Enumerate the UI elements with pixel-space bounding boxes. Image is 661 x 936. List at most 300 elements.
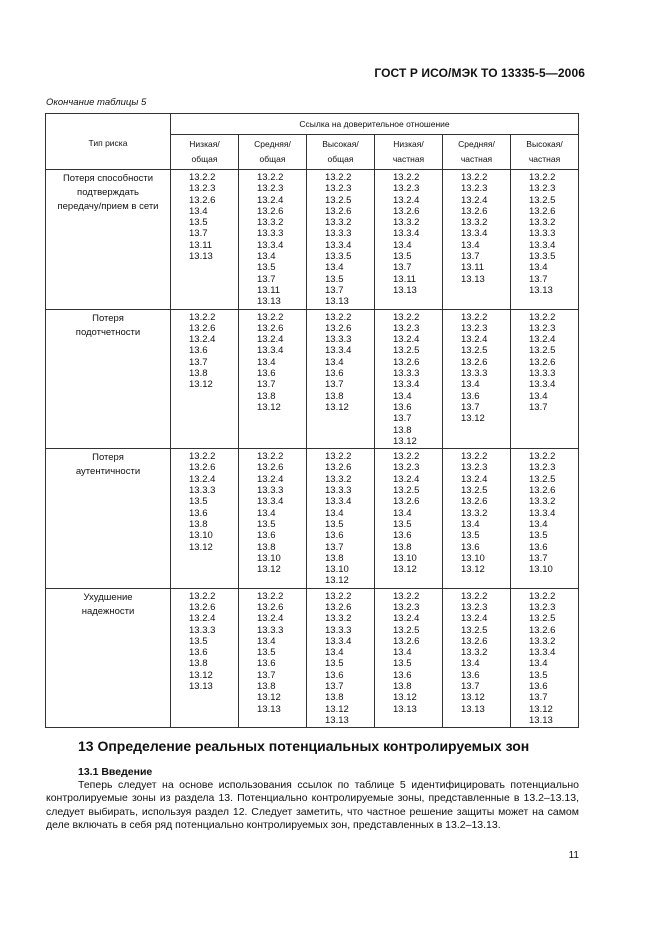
reference-item: 13.2.6 bbox=[529, 205, 556, 217]
reference-item: 13.2.2 bbox=[529, 590, 556, 602]
reference-item: 13.4 bbox=[393, 390, 412, 402]
reference-item: 13.3.2 bbox=[461, 647, 488, 659]
risk-type-line: подтверждать bbox=[77, 187, 139, 198]
risk-type-cell bbox=[46, 170, 171, 310]
reference-cell bbox=[307, 449, 375, 589]
reference-item: 13.7 bbox=[325, 379, 344, 391]
reference-item: 13.2.4 bbox=[257, 334, 284, 346]
reference-item: 13.2.6 bbox=[325, 322, 352, 334]
reference-item: 13.4 bbox=[529, 390, 548, 402]
subheader-line: Средняя/ bbox=[458, 139, 495, 149]
reference-item: 13.2.5 bbox=[529, 194, 556, 206]
reference-item: 13.7 bbox=[529, 552, 548, 564]
reference-item: 13.3.4 bbox=[529, 507, 556, 519]
reference-item: 13.7 bbox=[529, 692, 548, 704]
reference-item: 13.3.4 bbox=[257, 239, 284, 251]
reference-cell bbox=[375, 449, 443, 589]
reference-item: 13.2.3 bbox=[461, 462, 488, 474]
reference-item: 13.2.5 bbox=[529, 473, 556, 485]
reference-item: 13.8 bbox=[393, 541, 412, 553]
reference-item: 13.6 bbox=[461, 390, 480, 402]
reference-item: 13.3.3 bbox=[257, 228, 284, 240]
reference-item: 13.8 bbox=[393, 424, 412, 436]
reference-item: 13.2.6 bbox=[257, 462, 284, 474]
reference-item: 13.2.2 bbox=[257, 172, 284, 183]
reference-cell bbox=[239, 588, 307, 728]
reference-item: 13.6 bbox=[325, 368, 344, 380]
reference-item: 13.8 bbox=[325, 390, 344, 402]
reference-item: 13.3.4 bbox=[325, 239, 352, 251]
subsection-title: 13.1 Введение bbox=[78, 766, 153, 778]
reference-item: 13.3.3 bbox=[325, 334, 352, 346]
reference-item: 13.3.3 bbox=[529, 228, 556, 240]
reference-item: 13.2.6 bbox=[461, 496, 488, 508]
reference-item: 13.2.4 bbox=[189, 613, 216, 625]
reference-item: 13.2.4 bbox=[393, 334, 420, 346]
risk-type-line: Потеря способности bbox=[62, 173, 154, 184]
reference-item: 13.2.2 bbox=[529, 172, 556, 183]
reference-item: 13.2.2 bbox=[393, 172, 420, 183]
reference-item: 13.3.2 bbox=[461, 217, 488, 229]
reference-item: 13.3.3 bbox=[529, 368, 556, 380]
reference-item: 13.2.3 bbox=[257, 183, 284, 195]
reference-cell bbox=[239, 170, 307, 310]
reference-table bbox=[45, 113, 579, 728]
reference-item: 13.12 bbox=[257, 564, 281, 576]
reference-item: 13.2.4 bbox=[461, 334, 488, 346]
reference-item: 13.6 bbox=[325, 530, 344, 542]
reference-item: 13.6 bbox=[529, 681, 548, 693]
column-subheader bbox=[239, 135, 307, 170]
reference-item: 13.13 bbox=[189, 681, 213, 693]
reference-item: 13.4 bbox=[325, 507, 344, 519]
reference-item: 13.2.2 bbox=[189, 451, 216, 463]
reference-item: 13.12 bbox=[461, 413, 485, 425]
reference-item: 13.10 bbox=[189, 530, 213, 542]
reference-item: 13.2.4 bbox=[393, 473, 420, 485]
reference-item: 13.12 bbox=[393, 692, 417, 704]
reference-item: 13.2.6 bbox=[529, 485, 556, 497]
reference-item: 13.6 bbox=[393, 669, 412, 681]
reference-item: 13.2.3 bbox=[393, 322, 420, 334]
reference-cell bbox=[511, 309, 579, 449]
reference-item: 13.8 bbox=[189, 518, 208, 530]
reference-item: 13.4 bbox=[461, 379, 480, 391]
reference-item: 13.2.3 bbox=[529, 601, 556, 613]
reference-cell bbox=[171, 449, 239, 589]
reference-item: 13.2.2 bbox=[393, 590, 420, 602]
reference-item: 13.2.2 bbox=[461, 590, 488, 602]
reference-item: 13.13 bbox=[189, 251, 213, 263]
reference-item: 13.2.2 bbox=[393, 311, 420, 323]
reference-item: 13.3.5 bbox=[325, 251, 352, 263]
reference-cell bbox=[443, 449, 511, 589]
reference-item: 13.3.2 bbox=[257, 217, 284, 229]
reference-item: 13.3.4 bbox=[461, 228, 488, 240]
reference-item: 13.6 bbox=[393, 401, 412, 413]
risk-type-line: передачу/прием в сети bbox=[57, 201, 159, 212]
reference-item: 13.7 bbox=[325, 681, 344, 693]
reference-item: 13.8 bbox=[257, 390, 276, 402]
table-row bbox=[46, 309, 579, 449]
reference-item: 13.10 bbox=[461, 552, 485, 564]
reference-item: 13.2.6 bbox=[257, 322, 284, 334]
column-subheader bbox=[511, 135, 579, 170]
risk-type-line: подотчетности bbox=[75, 326, 141, 338]
reference-item: 13.2.3 bbox=[325, 183, 352, 195]
reference-item: 13.8 bbox=[189, 368, 208, 380]
reference-item: 13.12 bbox=[461, 564, 485, 576]
reference-cell bbox=[239, 309, 307, 449]
reference-item: 13.3.4 bbox=[257, 345, 284, 357]
reference-item: 13.3.4 bbox=[325, 496, 352, 508]
reference-item: 13.2.2 bbox=[325, 172, 352, 183]
reference-cell bbox=[307, 170, 375, 310]
reference-item: 13.2.4 bbox=[529, 334, 556, 346]
reference-item: 13.13 bbox=[393, 703, 417, 715]
reference-item: 13.6 bbox=[461, 669, 480, 681]
reference-item: 13.3.2 bbox=[393, 217, 420, 229]
reference-item: 13.2.2 bbox=[257, 451, 284, 463]
column-subheader bbox=[375, 135, 443, 170]
reference-item: 13.4 bbox=[461, 518, 480, 530]
table-body bbox=[46, 170, 579, 728]
reference-item: 13.2.3 bbox=[393, 462, 420, 474]
reference-item: 13.2.3 bbox=[529, 462, 556, 474]
reference-item: 13.3.3 bbox=[257, 624, 284, 636]
reference-item: 13.2.6 bbox=[325, 601, 352, 613]
reference-item: 13.3.3 bbox=[325, 228, 352, 240]
column-header-risk-type: Тип риска bbox=[46, 114, 171, 170]
reference-cell bbox=[307, 309, 375, 449]
reference-item: 13.2.6 bbox=[325, 205, 352, 217]
reference-item: 13.2.2 bbox=[393, 451, 420, 463]
reference-cell bbox=[375, 170, 443, 310]
reference-cell bbox=[511, 170, 579, 310]
reference-item: 13.4 bbox=[529, 658, 548, 670]
reference-item: 13.2.4 bbox=[461, 473, 488, 485]
reference-item: 13.2.3 bbox=[461, 322, 488, 334]
reference-item: 13.10 bbox=[393, 552, 417, 564]
reference-item: 13.2.6 bbox=[189, 194, 216, 206]
reference-item: 13.10 bbox=[257, 552, 281, 564]
reference-item: 13.2.2 bbox=[461, 172, 488, 183]
subheader-line: частная bbox=[392, 154, 425, 164]
reference-item: 13.6 bbox=[461, 541, 480, 553]
reference-item: 13.2.6 bbox=[189, 462, 216, 474]
reference-item: 13.11 bbox=[393, 273, 417, 285]
table-row bbox=[46, 588, 579, 728]
reference-item: 13.5 bbox=[325, 518, 344, 530]
reference-item: 13.2.5 bbox=[529, 345, 556, 357]
reference-item: 13.3.4 bbox=[529, 647, 556, 659]
subheader-line: частная bbox=[528, 154, 561, 164]
reference-item: 13.2.4 bbox=[257, 194, 284, 206]
reference-item: 13.12 bbox=[325, 703, 349, 715]
reference-item: 13.3.2 bbox=[325, 217, 352, 229]
reference-cell bbox=[511, 449, 579, 589]
reference-item: 13.4 bbox=[189, 205, 208, 217]
reference-item: 13.6 bbox=[189, 507, 208, 519]
reference-item: 13.4 bbox=[461, 239, 480, 251]
reference-item: 13.3.4 bbox=[529, 239, 556, 251]
reference-item: 13.6 bbox=[189, 647, 208, 659]
reference-item: 13.11 bbox=[461, 262, 485, 274]
reference-item: 13.7 bbox=[461, 251, 480, 263]
reference-item: 13.2.3 bbox=[393, 183, 420, 195]
reference-cell bbox=[171, 170, 239, 310]
reference-item: 13.2.4 bbox=[393, 613, 420, 625]
reference-item: 13.3.4 bbox=[257, 496, 284, 508]
reference-item: 13.8 bbox=[325, 552, 344, 564]
subheader-line: Высокая/ bbox=[322, 139, 359, 149]
reference-item: 13.2.6 bbox=[461, 356, 488, 368]
reference-item: 13.2.6 bbox=[393, 205, 420, 217]
reference-item: 13.7 bbox=[529, 401, 548, 413]
reference-item: 13.5 bbox=[325, 658, 344, 670]
reference-item: 13.12 bbox=[189, 541, 213, 553]
reference-item: 13.2.4 bbox=[461, 613, 488, 625]
reference-item: 13.3.3 bbox=[257, 485, 284, 497]
reference-item: 13.5 bbox=[393, 251, 412, 263]
reference-item: 13.4 bbox=[325, 356, 344, 368]
reference-item: 13.2.2 bbox=[189, 590, 216, 602]
reference-item: 13.2.5 bbox=[393, 345, 420, 357]
column-group-header: Ссылка на доверительное отношение bbox=[171, 114, 579, 135]
reference-cell bbox=[375, 588, 443, 728]
risk-type-cell bbox=[46, 588, 171, 728]
reference-item: 13.4 bbox=[257, 251, 276, 263]
reference-item: 13.3.2 bbox=[325, 473, 352, 485]
reference-item: 13.2.5 bbox=[393, 624, 420, 636]
reference-item: 13.5 bbox=[393, 658, 412, 670]
reference-item: 13.13 bbox=[461, 273, 485, 285]
reference-item: 13.3.3 bbox=[189, 624, 216, 636]
reference-item: 13.6 bbox=[529, 541, 548, 553]
reference-item: 13.5 bbox=[257, 518, 276, 530]
reference-item: 13.5 bbox=[393, 518, 412, 530]
reference-item: 13.2.2 bbox=[325, 590, 352, 602]
reference-item: 13.6 bbox=[257, 530, 276, 542]
reference-item: 13.2.2 bbox=[189, 311, 216, 323]
reference-item: 13.2.5 bbox=[461, 345, 488, 357]
reference-item: 13.5 bbox=[529, 669, 548, 681]
reference-item: 13.8 bbox=[325, 692, 344, 704]
reference-item: 13.4 bbox=[257, 507, 276, 519]
reference-item: 13.12 bbox=[393, 435, 417, 447]
reference-item: 13.2.6 bbox=[393, 496, 420, 508]
reference-item: 13.5 bbox=[257, 647, 276, 659]
reference-item: 13.7 bbox=[461, 681, 480, 693]
reference-item: 13.13 bbox=[325, 714, 349, 726]
column-subheader bbox=[307, 135, 375, 170]
reference-item: 13.2.4 bbox=[189, 473, 216, 485]
reference-cell bbox=[511, 588, 579, 728]
reference-item: 13.3.5 bbox=[529, 251, 556, 263]
reference-item: 13.7 bbox=[189, 228, 208, 240]
reference-item: 13.7 bbox=[461, 401, 480, 413]
reference-item: 13.4 bbox=[529, 262, 548, 274]
reference-item: 13.12 bbox=[325, 401, 349, 413]
reference-item: 13.3.4 bbox=[393, 228, 420, 240]
reference-item: 13.2.6 bbox=[393, 635, 420, 647]
subheader-line: общая bbox=[191, 154, 218, 164]
reference-item: 13.2.3 bbox=[393, 601, 420, 613]
subheader-line: общая bbox=[259, 154, 286, 164]
reference-item: 13.2.6 bbox=[461, 205, 488, 217]
reference-item: 13.13 bbox=[529, 714, 553, 726]
reference-cell bbox=[443, 309, 511, 449]
body-paragraph: Теперь следует на основе использования ссылок по таблице 5 идентифицировать потенциально контролируемые зоны из раздела 13. Потенциально контролируемые зоны, представленные в 13.2–13.13, следует выбирать, используя раздел 12. Следует заметить, что частное решение защиты может на самом деле включать в себя ряд потенциально контролируемых зон, представленных в 13.2–13.13. bbox=[46, 779, 579, 831]
reference-item: 13.4 bbox=[461, 658, 480, 670]
reference-item: 13.2.5 bbox=[461, 485, 488, 497]
reference-item: 13.10 bbox=[529, 564, 553, 576]
reference-item: 13.7 bbox=[393, 262, 412, 274]
reference-item: 13.12 bbox=[189, 669, 213, 681]
reference-item: 13.6 bbox=[325, 669, 344, 681]
reference-item: 13.5 bbox=[189, 217, 208, 229]
reference-item: 13.7 bbox=[325, 541, 344, 553]
reference-item: 13.2.4 bbox=[257, 473, 284, 485]
reference-item: 13.2.2 bbox=[529, 451, 556, 463]
reference-item: 13.2.2 bbox=[257, 311, 284, 323]
table-row bbox=[46, 170, 579, 310]
reference-item: 13.2.6 bbox=[257, 205, 284, 217]
reference-item: 13.2.6 bbox=[529, 624, 556, 636]
reference-item: 13.4 bbox=[529, 518, 548, 530]
reference-item: 13.3.3 bbox=[461, 368, 488, 380]
document-code: ГОСТ Р ИСО/МЭК ТО 13335-5—2006 bbox=[374, 66, 585, 80]
reference-cell bbox=[375, 309, 443, 449]
reference-item: 13.12 bbox=[529, 703, 553, 715]
reference-item: 13.2.2 bbox=[461, 311, 488, 323]
subheader-line: Низкая/ bbox=[393, 139, 424, 149]
column-subheader bbox=[171, 135, 239, 170]
reference-item: 13.13 bbox=[257, 703, 281, 715]
reference-item: 13.6 bbox=[257, 658, 276, 670]
reference-cell bbox=[171, 588, 239, 728]
reference-item: 13.3.3 bbox=[325, 485, 352, 497]
reference-item: 13.13 bbox=[461, 703, 485, 715]
reference-item: 13.2.3 bbox=[529, 322, 556, 334]
reference-item: 13.2.3 bbox=[529, 183, 556, 195]
reference-item: 13.4 bbox=[393, 507, 412, 519]
risk-type-cell bbox=[46, 309, 171, 449]
reference-item: 13.3.4 bbox=[393, 379, 420, 391]
reference-item: 13.4 bbox=[393, 647, 412, 659]
reference-item: 13.3.2 bbox=[529, 635, 556, 647]
reference-cell bbox=[443, 170, 511, 310]
reference-item: 13.2.6 bbox=[461, 635, 488, 647]
reference-item: 13.3.4 bbox=[325, 635, 352, 647]
reference-item: 13.8 bbox=[189, 658, 208, 670]
reference-item: 13.4 bbox=[393, 239, 412, 251]
reference-item: 13.7 bbox=[325, 284, 344, 296]
reference-item: 13.2.6 bbox=[529, 356, 556, 368]
reference-item: 13.7 bbox=[257, 273, 276, 285]
reference-item: 13.8 bbox=[257, 541, 276, 553]
section-title: 13 Определение реальных потенциальных контролируемых зон bbox=[78, 738, 530, 754]
reference-item: 13.13 bbox=[529, 284, 553, 296]
reference-item: 13.2.6 bbox=[257, 601, 284, 613]
subheader-line: общая bbox=[327, 154, 354, 164]
risk-type-line: Потеря bbox=[92, 452, 124, 464]
reference-item: 13.12 bbox=[257, 692, 281, 704]
reference-item: 13.4 bbox=[325, 647, 344, 659]
subheader-line: Высокая/ bbox=[526, 139, 563, 149]
risk-type-line: Потеря bbox=[92, 312, 124, 324]
reference-item: 13.2.5 bbox=[393, 485, 420, 497]
reference-item: 13.3.2 bbox=[461, 507, 488, 519]
reference-item: 13.2.3 bbox=[461, 601, 488, 613]
reference-cell bbox=[307, 588, 375, 728]
reference-item: 13.7 bbox=[393, 413, 412, 425]
reference-item: 13.12 bbox=[257, 401, 281, 413]
reference-item: 13.5 bbox=[189, 496, 208, 508]
reference-cell bbox=[443, 588, 511, 728]
reference-item: 13.5 bbox=[257, 262, 276, 274]
reference-item: 13.2.3 bbox=[461, 183, 488, 195]
reference-item: 13.12 bbox=[461, 692, 485, 704]
reference-item: 13.2.2 bbox=[325, 311, 352, 323]
reference-item: 13.12 bbox=[325, 575, 349, 587]
reference-item: 13.2.3 bbox=[189, 183, 216, 195]
reference-item: 13.13 bbox=[393, 284, 417, 296]
reference-item: 13.6 bbox=[189, 345, 208, 357]
reference-item: 13.3.2 bbox=[529, 496, 556, 508]
reference-item: 13.7 bbox=[189, 356, 208, 368]
subheader-line: частная bbox=[460, 154, 493, 164]
reference-item: 13.5 bbox=[325, 273, 344, 285]
page-number: 11 bbox=[568, 850, 579, 861]
reference-item: 13.5 bbox=[529, 530, 548, 542]
reference-item: 13.2.4 bbox=[189, 334, 216, 346]
reference-item: 13.11 bbox=[189, 239, 213, 251]
reference-item: 13.5 bbox=[461, 530, 480, 542]
reference-item: 13.5 bbox=[189, 635, 208, 647]
reference-item: 13.3.3 bbox=[393, 368, 420, 380]
reference-item: 13.3.4 bbox=[325, 345, 352, 357]
subheader-line: Низкая/ bbox=[189, 139, 220, 149]
table-caption: Окончание таблицы 5 bbox=[46, 97, 147, 108]
reference-item: 13.2.4 bbox=[393, 194, 420, 206]
subheader-line: Средняя/ bbox=[254, 139, 291, 149]
reference-item: 13.11 bbox=[257, 284, 281, 296]
reference-item: 13.2.2 bbox=[257, 590, 284, 602]
reference-item: 13.2.6 bbox=[325, 462, 352, 474]
reference-item: 13.2.6 bbox=[393, 356, 420, 368]
risk-type-line: надежности bbox=[81, 605, 135, 617]
reference-item: 13.4 bbox=[257, 635, 276, 647]
reference-item: 13.2.6 bbox=[189, 322, 216, 334]
reference-item: 13.7 bbox=[257, 669, 276, 681]
reference-item: 13.4 bbox=[325, 262, 344, 274]
reference-item: 13.2.2 bbox=[189, 172, 216, 183]
reference-item: 13.2.5 bbox=[529, 613, 556, 625]
reference-item: 13.2.2 bbox=[529, 311, 556, 323]
reference-item: 13.7 bbox=[257, 379, 276, 391]
reference-item: 13.8 bbox=[393, 681, 412, 693]
reference-item: 13.3.2 bbox=[325, 613, 352, 625]
reference-item: 13.13 bbox=[325, 296, 349, 308]
risk-type-line: Ухудшение bbox=[83, 591, 133, 603]
reference-item: 13.4 bbox=[257, 356, 276, 368]
column-subheader bbox=[443, 135, 511, 170]
reference-item: 13.12 bbox=[189, 379, 213, 391]
reference-item: 13.12 bbox=[393, 564, 417, 576]
reference-item: 13.3.2 bbox=[529, 217, 556, 229]
reference-item: 13.2.5 bbox=[461, 624, 488, 636]
